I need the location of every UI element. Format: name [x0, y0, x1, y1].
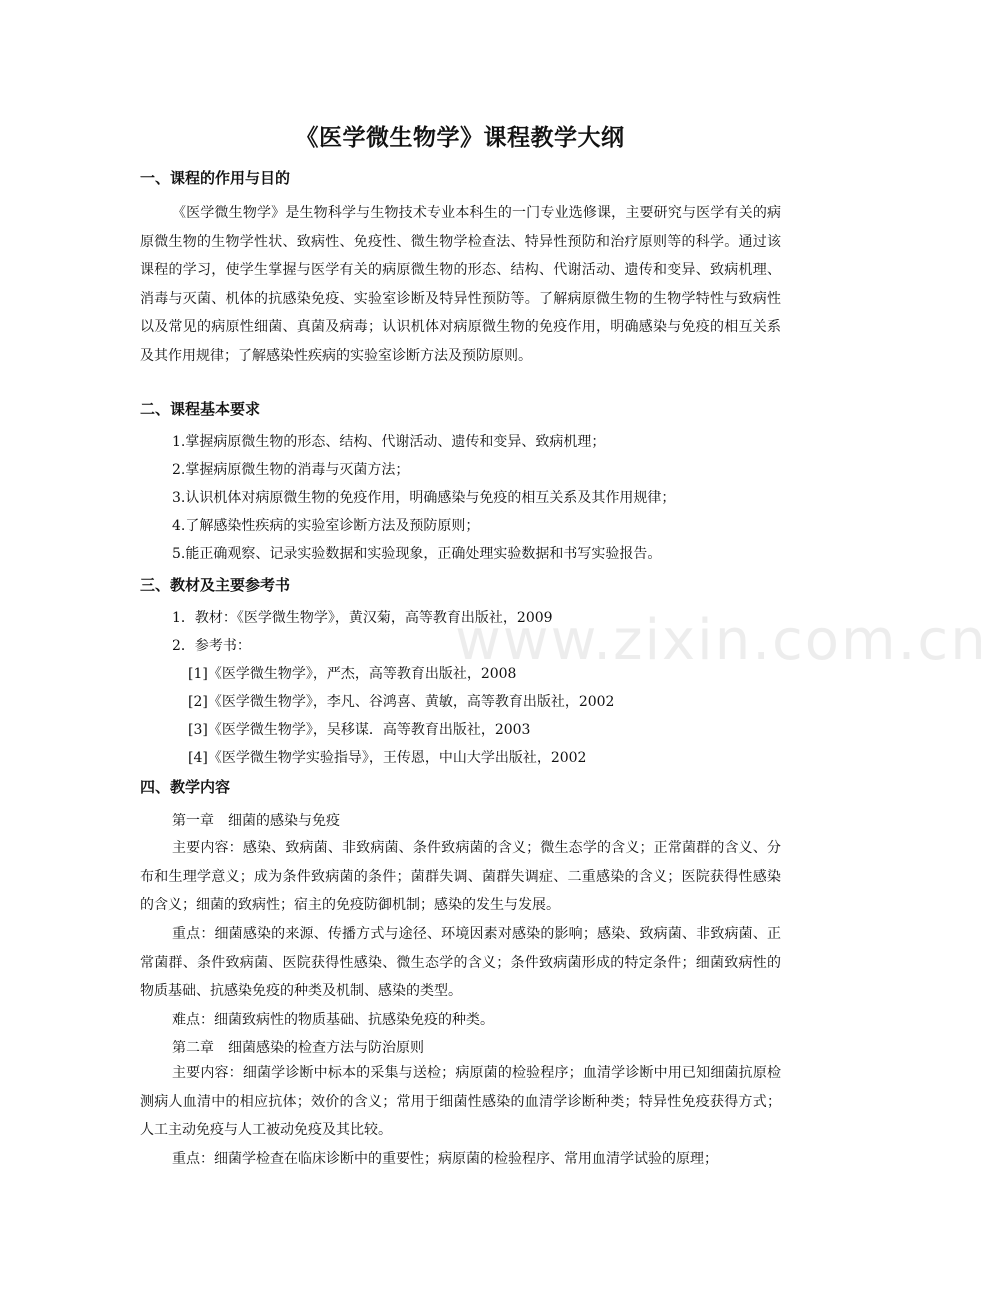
section-heading-purpose: 一、课程的作用与目的	[140, 169, 291, 187]
requirement-item: 4.了解感染性疾病的实验室诊断方法及预防原则；	[172, 518, 480, 534]
chapter-key-points: 重点：细菌学检查在临床诊断中的重要性；病原菌的检验程序、常用血清学试验的原理；	[172, 1151, 718, 1167]
requirement-item: 2.掌握病原微生物的消毒与灭菌方法；	[172, 462, 410, 478]
requirement-item: 1.掌握病原微生物的形态、结构、代谢活动、遗传和变异、致病机理；	[172, 434, 606, 450]
requirement-item: 5.能正确观察、记录实验数据和实验现象，正确处理实验数据和书写实验报告。	[172, 546, 662, 562]
reference-item: [3]《医学微生物学》，吴移谋．高等教育出版社，2003	[188, 722, 531, 738]
chapter-title: 第二章 细菌感染的检查方法与防治原则	[172, 1040, 424, 1056]
chapter-difficulty: 难点：细菌致病性的物质基础、抗感染免疫的种类。	[172, 1012, 494, 1028]
section-heading-content: 四、教学内容	[140, 778, 231, 796]
reference-item: [2]《医学微生物学》，李凡、谷鸿喜、黄敏，高等教育出版社，2002	[188, 694, 615, 710]
chapter-main-content: 主要内容：细菌学诊断中标本的采集与送检；病原菌的检验程序；血清学诊断中用已知细菌抗原检测病人血清中的相应抗体；效价的含义；常用于细菌性感染的血清学诊断种类；特异性免疫获得方式；人工主动免疫与人工被动免疫及其比较。	[140, 1065, 781, 1139]
section-heading-textbooks: 三、教材及主要参考书	[140, 576, 291, 594]
section-heading-requirements: 二、课程基本要求	[140, 400, 261, 418]
chapter-key-points: 重点：细菌感染的来源、传播方式与途径、环境因素对感染的影响；感染、致病菌、非致病菌、正常菌群、条件致病菌、医院获得性感染、微生态学的含义；条件致病菌形成的特定条件；细菌致病性的物质基础、抗感染免疫的种类及机制、感染的类型。	[140, 926, 781, 1000]
chapter-title: 第一章 细菌的感染与免疫	[172, 813, 340, 829]
watermark: www.zixin.com.cn	[455, 608, 988, 673]
purpose-paragraph: 《医学微生物学》是生物科学与生物技术专业本科生的一门专业选修课，主要研究与医学有关的病原微生物的生物学性状、致病性、免疫性、微生物学检查法、特异性预防和治疗原则等的科学。通过该课程的学习，使学生掌握与医学有关的病原微生物的形态、结构、代谢活动、遗传和变异、致病机理、消毒与灭菌、机体的抗感染免疫、实验室诊断及特异性预防等。了解病原微生物的生物学特性与致病性以及常见的病原性细菌、真菌及病毒；认识机体对病原微生物的免疫作用，明确感染与免疫的相互关系及其作用规律；了解感染性疾病的实验室诊断方法及预防原则。	[140, 205, 781, 364]
reference-item: [4]《医学微生物学实验指导》，王传恩，中山大学出版社，2002	[188, 750, 587, 766]
references-label: 2．参考书：	[172, 638, 251, 654]
chapter-main-content: 主要内容：感染、致病菌、非致病菌、条件致病菌的含义；微生态学的含义；正常菌群的含义、分布和生理学意义；成为条件致病菌的条件；菌群失调、菌群失调症、二重感染的含义；医院获得性感染的含义；细菌的致病性；宿主的免疫防御机制；感染的发生与发展。	[140, 840, 781, 914]
reference-item: [1]《医学微生物学》，严杰，高等教育出版社，2008	[188, 666, 517, 682]
textbook-item: 1．教材：《医学微生物学》，黄汉菊，高等教育出版社，2009	[172, 610, 553, 626]
document-title: 《医学微生物学》课程教学大纲	[295, 125, 625, 151]
requirement-item: 3.认识机体对病原微生物的免疫作用，明确感染与免疫的相互关系及其作用规律；	[172, 490, 676, 506]
